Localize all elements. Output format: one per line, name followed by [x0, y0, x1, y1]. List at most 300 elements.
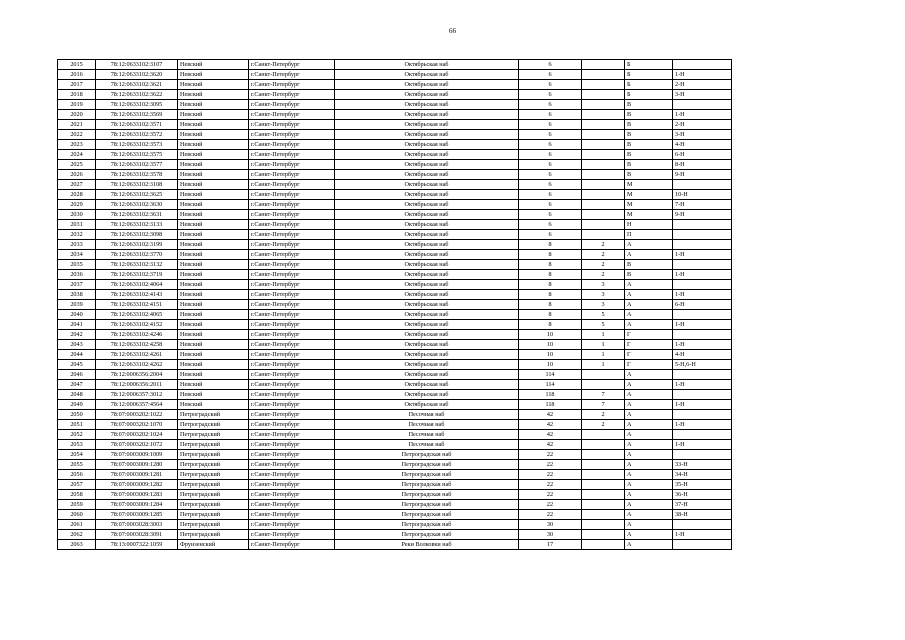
table-row: [58, 290, 732, 300]
house-number-cell: 42: [519, 420, 582, 430]
register-table: [57, 59, 732, 550]
row-number-cell: 2059: [58, 500, 96, 510]
letter-cell: Б: [625, 80, 673, 90]
premises-cell: 1-Н: [673, 320, 732, 330]
district-cell: Невский: [178, 250, 249, 260]
premises-cell: [673, 220, 732, 230]
street-cell: Октябрьская наб: [335, 190, 519, 200]
letter-cell: Б: [625, 90, 673, 100]
row-number-cell: 2031: [58, 220, 96, 230]
district-cell: Невский: [178, 80, 249, 90]
premises-cell: 33-Н: [673, 460, 732, 470]
letter-cell: А: [625, 450, 673, 460]
street-cell: Октябрьская наб: [335, 220, 519, 230]
letter-cell: Б: [625, 60, 673, 70]
building-number-cell: 2: [582, 420, 625, 430]
house-number-cell: 6: [519, 100, 582, 110]
house-number-cell: 8: [519, 310, 582, 320]
row-number-cell: 2018: [58, 90, 96, 100]
house-number-cell: 10: [519, 340, 582, 350]
city-cell: г.Санкт-Петербург: [249, 190, 335, 200]
row-number-cell: 2019: [58, 100, 96, 110]
city-cell: г.Санкт-Петербург: [249, 440, 335, 450]
cadastral-number-cell: 78:12:0633102:3133: [96, 220, 178, 230]
cadastral-number-cell: 78:12:0633102:3108: [96, 180, 178, 190]
table-row: [58, 280, 732, 290]
premises-cell: 38-Н: [673, 510, 732, 520]
building-number-cell: 3: [582, 280, 625, 290]
letter-cell: П: [625, 230, 673, 240]
table-row: [58, 200, 732, 210]
city-cell: г.Санкт-Петербург: [249, 110, 335, 120]
building-number-cell: [582, 430, 625, 440]
building-number-cell: [582, 500, 625, 510]
city-cell: г.Санкт-Петербург: [249, 240, 335, 250]
city-cell: г.Санкт-Петербург: [249, 520, 335, 530]
street-cell: Петроградская наб: [335, 510, 519, 520]
city-cell: г.Санкт-Петербург: [249, 350, 335, 360]
letter-cell: А: [625, 440, 673, 450]
district-cell: Петроградский: [178, 510, 249, 520]
street-cell: Октябрьская наб: [335, 110, 519, 120]
table-row: [58, 390, 732, 400]
street-cell: Октябрьская наб: [335, 390, 519, 400]
city-cell: г.Санкт-Петербург: [249, 180, 335, 190]
house-number-cell: 10: [519, 360, 582, 370]
premises-cell: 1-Н: [673, 340, 732, 350]
table-row: [58, 210, 732, 220]
building-number-cell: [582, 460, 625, 470]
city-cell: г.Санкт-Петербург: [249, 530, 335, 540]
table-row: [58, 470, 732, 480]
city-cell: г.Санкт-Петербург: [249, 380, 335, 390]
street-cell: Октябрьская наб: [335, 280, 519, 290]
district-cell: Невский: [178, 370, 249, 380]
cadastral-number-cell: 78:12:0633102:4261: [96, 350, 178, 360]
house-number-cell: 6: [519, 190, 582, 200]
district-cell: Невский: [178, 260, 249, 270]
district-cell: Невский: [178, 400, 249, 410]
letter-cell: В: [625, 170, 673, 180]
letter-cell: А: [625, 410, 673, 420]
building-number-cell: 5: [582, 320, 625, 330]
table-row: [58, 270, 732, 280]
city-cell: г.Санкт-Петербург: [249, 120, 335, 130]
cadastral-number-cell: 78:12:0633102:3631: [96, 210, 178, 220]
row-number-cell: 2028: [58, 190, 96, 200]
premises-cell: 1-Н: [673, 70, 732, 80]
district-cell: Невский: [178, 360, 249, 370]
city-cell: г.Санкт-Петербург: [249, 280, 335, 290]
street-cell: Октябрьская наб: [335, 180, 519, 190]
cadastral-number-cell: 78:12:0633102:4152: [96, 320, 178, 330]
cadastral-number-cell: 78:12:0633102:3107: [96, 60, 178, 70]
row-number-cell: 2025: [58, 160, 96, 170]
cadastral-number-cell: 78:12:0633102:3622: [96, 90, 178, 100]
row-number-cell: 2016: [58, 70, 96, 80]
district-cell: Невский: [178, 60, 249, 70]
house-number-cell: 30: [519, 520, 582, 530]
house-number-cell: 17: [519, 540, 582, 550]
row-number-cell: 2034: [58, 250, 96, 260]
house-number-cell: 6: [519, 70, 582, 80]
premises-cell: 8-Н: [673, 160, 732, 170]
premises-cell: 34-Н: [673, 470, 732, 480]
house-number-cell: 30: [519, 530, 582, 540]
table-row: [58, 520, 732, 530]
premises-cell: [673, 240, 732, 250]
cadastral-number-cell: 78:12:0633102:4064: [96, 280, 178, 290]
row-number-cell: 2046: [58, 370, 96, 380]
cadastral-number-cell: 78:12:0006356:2011: [96, 380, 178, 390]
city-cell: г.Санкт-Петербург: [249, 230, 335, 240]
table-row: [58, 160, 732, 170]
row-number-cell: 2035: [58, 260, 96, 270]
building-number-cell: 2: [582, 250, 625, 260]
table-row: [58, 320, 732, 330]
district-cell: Петроградский: [178, 450, 249, 460]
city-cell: г.Санкт-Петербург: [249, 320, 335, 330]
district-cell: Петроградский: [178, 460, 249, 470]
letter-cell: А: [625, 460, 673, 470]
building-number-cell: 7: [582, 390, 625, 400]
letter-cell: В: [625, 160, 673, 170]
house-number-cell: 22: [519, 490, 582, 500]
district-cell: Невский: [178, 70, 249, 80]
house-number-cell: 6: [519, 150, 582, 160]
house-number-cell: 8: [519, 290, 582, 300]
cadastral-number-cell: 78:12:0633102:4246: [96, 330, 178, 340]
cadastral-number-cell: 78:12:0633102:3098: [96, 230, 178, 240]
row-number-cell: 2020: [58, 110, 96, 120]
premises-cell: 1-Н: [673, 400, 732, 410]
row-number-cell: 2045: [58, 360, 96, 370]
city-cell: г.Санкт-Петербург: [249, 210, 335, 220]
district-cell: Невский: [178, 330, 249, 340]
row-number-cell: 2049: [58, 400, 96, 410]
street-cell: Октябрьская наб: [335, 400, 519, 410]
row-number-cell: 2042: [58, 330, 96, 340]
table-row: [58, 230, 732, 240]
letter-cell: А: [625, 370, 673, 380]
building-number-cell: 1: [582, 330, 625, 340]
city-cell: г.Санкт-Петербург: [249, 200, 335, 210]
letter-cell: А: [625, 300, 673, 310]
cadastral-number-cell: 78:12:0633102:3630: [96, 200, 178, 210]
table-row: [58, 540, 732, 550]
building-number-cell: [582, 80, 625, 90]
house-number-cell: 6: [519, 230, 582, 240]
city-cell: г.Санкт-Петербург: [249, 540, 335, 550]
building-number-cell: [582, 220, 625, 230]
city-cell: г.Санкт-Петербург: [249, 220, 335, 230]
table-row: [58, 530, 732, 540]
building-number-cell: 2: [582, 410, 625, 420]
building-number-cell: [582, 100, 625, 110]
cadastral-number-cell: 78:07:0003009:1009: [96, 450, 178, 460]
house-number-cell: 6: [519, 160, 582, 170]
city-cell: г.Санкт-Петербург: [249, 270, 335, 280]
letter-cell: А: [625, 540, 673, 550]
table-row: [58, 310, 732, 320]
table-row: [58, 300, 732, 310]
table-row: [58, 510, 732, 520]
district-cell: Петроградский: [178, 430, 249, 440]
table-row: [58, 240, 732, 250]
district-cell: Невский: [178, 210, 249, 220]
house-number-cell: 6: [519, 110, 582, 120]
row-number-cell: 2048: [58, 390, 96, 400]
premises-cell: 36-Н: [673, 490, 732, 500]
street-cell: Октябрьская наб: [335, 330, 519, 340]
table-row: [58, 90, 732, 100]
district-cell: Петроградский: [178, 410, 249, 420]
district-cell: Невский: [178, 90, 249, 100]
city-cell: г.Санкт-Петербург: [249, 400, 335, 410]
table-row: [58, 500, 732, 510]
letter-cell: В: [625, 260, 673, 270]
row-number-cell: 2024: [58, 150, 96, 160]
street-cell: Октябрьская наб: [335, 150, 519, 160]
house-number-cell: 118: [519, 400, 582, 410]
street-cell: Петроградская наб: [335, 530, 519, 540]
street-cell: Октябрьская наб: [335, 70, 519, 80]
district-cell: Петроградский: [178, 490, 249, 500]
city-cell: г.Санкт-Петербург: [249, 420, 335, 430]
street-cell: Октябрьская наб: [335, 340, 519, 350]
cadastral-number-cell: 78:12:0633102:4262: [96, 360, 178, 370]
house-number-cell: 8: [519, 260, 582, 270]
letter-cell: В: [625, 150, 673, 160]
street-cell: Песочная наб: [335, 410, 519, 420]
district-cell: Невский: [178, 270, 249, 280]
building-number-cell: [582, 60, 625, 70]
building-number-cell: 5: [582, 310, 625, 320]
city-cell: г.Санкт-Петербург: [249, 480, 335, 490]
letter-cell: Н: [625, 220, 673, 230]
house-number-cell: 8: [519, 280, 582, 290]
district-cell: Невский: [178, 130, 249, 140]
cadastral-number-cell: 78:12:0006357:3012: [96, 390, 178, 400]
city-cell: г.Санкт-Петербург: [249, 150, 335, 160]
table-row: [58, 130, 732, 140]
street-cell: Петроградская наб: [335, 450, 519, 460]
building-number-cell: [582, 110, 625, 120]
letter-cell: Б: [625, 70, 673, 80]
table-row: [58, 60, 732, 70]
premises-cell: [673, 430, 732, 440]
building-number-cell: [582, 130, 625, 140]
district-cell: Невский: [178, 290, 249, 300]
house-number-cell: 8: [519, 250, 582, 260]
letter-cell: М: [625, 190, 673, 200]
house-number-cell: 22: [519, 500, 582, 510]
cadastral-number-cell: 78:07:0003028:3091: [96, 530, 178, 540]
cadastral-number-cell: 78:12:0633102:3620: [96, 70, 178, 80]
table-row: [58, 450, 732, 460]
cadastral-number-cell: 78:07:0003028:3003: [96, 520, 178, 530]
city-cell: г.Санкт-Петербург: [249, 80, 335, 90]
district-cell: Петроградский: [178, 520, 249, 530]
cadastral-number-cell: 78:07:0003009:1280: [96, 460, 178, 470]
table-row: [58, 340, 732, 350]
premises-cell: 1-Н: [673, 420, 732, 430]
row-number-cell: 2029: [58, 200, 96, 210]
city-cell: г.Санкт-Петербург: [249, 130, 335, 140]
street-cell: Октябрьская наб: [335, 300, 519, 310]
city-cell: г.Санкт-Петербург: [249, 450, 335, 460]
cadastral-number-cell: 78:07:0003202:1024: [96, 430, 178, 440]
premises-cell: 4-Н: [673, 140, 732, 150]
letter-cell: Г: [625, 340, 673, 350]
district-cell: Невский: [178, 180, 249, 190]
letter-cell: А: [625, 480, 673, 490]
table-row: [58, 350, 732, 360]
city-cell: г.Санкт-Петербург: [249, 410, 335, 420]
district-cell: Невский: [178, 300, 249, 310]
cadastral-number-cell: 78:12:0633102:3095: [96, 100, 178, 110]
premises-cell: [673, 370, 732, 380]
premises-cell: 6-Н: [673, 300, 732, 310]
table-row: [58, 150, 732, 160]
city-cell: г.Санкт-Петербург: [249, 60, 335, 70]
street-cell: Октябрьская наб: [335, 230, 519, 240]
house-number-cell: 6: [519, 140, 582, 150]
page-number: 66: [449, 27, 456, 35]
row-number-cell: 2032: [58, 230, 96, 240]
house-number-cell: 8: [519, 270, 582, 280]
street-cell: Октябрьская наб: [335, 140, 519, 150]
building-number-cell: [582, 470, 625, 480]
street-cell: Октябрьская наб: [335, 260, 519, 270]
row-number-cell: 2040: [58, 310, 96, 320]
building-number-cell: 1: [582, 350, 625, 360]
table-row: [58, 250, 732, 260]
cadastral-number-cell: 78:12:0633102:4151: [96, 300, 178, 310]
street-cell: Петроградская наб: [335, 490, 519, 500]
cadastral-number-cell: 78:12:0633102:4143: [96, 290, 178, 300]
row-number-cell: 2060: [58, 510, 96, 520]
city-cell: г.Санкт-Петербург: [249, 430, 335, 440]
letter-cell: А: [625, 420, 673, 430]
building-number-cell: [582, 450, 625, 460]
row-number-cell: 2062: [58, 530, 96, 540]
premises-cell: 1-Н: [673, 270, 732, 280]
house-number-cell: 10: [519, 330, 582, 340]
house-number-cell: 6: [519, 210, 582, 220]
row-number-cell: 2052: [58, 430, 96, 440]
building-number-cell: [582, 70, 625, 80]
building-number-cell: 1: [582, 340, 625, 350]
street-cell: Октябрьская наб: [335, 130, 519, 140]
street-cell: Октябрьская наб: [335, 320, 519, 330]
premises-cell: 9-Н: [673, 170, 732, 180]
city-cell: г.Санкт-Петербург: [249, 160, 335, 170]
city-cell: г.Санкт-Петербург: [249, 500, 335, 510]
street-cell: Октябрьская наб: [335, 370, 519, 380]
letter-cell: А: [625, 250, 673, 260]
row-number-cell: 2063: [58, 540, 96, 550]
table-row: [58, 170, 732, 180]
table-row: [58, 410, 732, 420]
letter-cell: А: [625, 430, 673, 440]
premises-cell: [673, 280, 732, 290]
city-cell: г.Санкт-Петербург: [249, 470, 335, 480]
city-cell: г.Санкт-Петербург: [249, 250, 335, 260]
table-row: [58, 110, 732, 120]
table-row: [58, 190, 732, 200]
city-cell: г.Санкт-Петербург: [249, 510, 335, 520]
district-cell: Петроградский: [178, 420, 249, 430]
letter-cell: А: [625, 520, 673, 530]
house-number-cell: 42: [519, 430, 582, 440]
row-number-cell: 2057: [58, 480, 96, 490]
cadastral-number-cell: 78:12:0633102:3573: [96, 140, 178, 150]
table-row: [58, 370, 732, 380]
building-number-cell: [582, 490, 625, 500]
street-cell: Октябрьская наб: [335, 60, 519, 70]
district-cell: Петроградский: [178, 440, 249, 450]
building-number-cell: [582, 200, 625, 210]
street-cell: Петроградская наб: [335, 480, 519, 490]
letter-cell: В: [625, 100, 673, 110]
letter-cell: А: [625, 390, 673, 400]
table-row: [58, 400, 732, 410]
district-cell: Фрунзенский: [178, 540, 249, 550]
building-number-cell: [582, 170, 625, 180]
letter-cell: А: [625, 380, 673, 390]
district-cell: Невский: [178, 390, 249, 400]
district-cell: Невский: [178, 140, 249, 150]
house-number-cell: 10: [519, 350, 582, 360]
row-number-cell: 2056: [58, 470, 96, 480]
street-cell: Петроградская наб: [335, 460, 519, 470]
house-number-cell: 118: [519, 390, 582, 400]
table-row: [58, 330, 732, 340]
letter-cell: Г: [625, 350, 673, 360]
row-number-cell: 2044: [58, 350, 96, 360]
letter-cell: А: [625, 310, 673, 320]
table-row: [58, 70, 732, 80]
premises-cell: 1-Н: [673, 380, 732, 390]
building-number-cell: [582, 520, 625, 530]
cadastral-number-cell: 78:12:0633102:3577: [96, 160, 178, 170]
row-number-cell: 2026: [58, 170, 96, 180]
building-number-cell: 3: [582, 290, 625, 300]
street-cell: Октябрьская наб: [335, 380, 519, 390]
district-cell: Невский: [178, 110, 249, 120]
row-number-cell: 2041: [58, 320, 96, 330]
district-cell: Невский: [178, 190, 249, 200]
street-cell: Октябрьская наб: [335, 100, 519, 110]
letter-cell: А: [625, 500, 673, 510]
row-number-cell: 2023: [58, 140, 96, 150]
district-cell: Невский: [178, 230, 249, 240]
cadastral-number-cell: 78:12:0633102:3719: [96, 270, 178, 280]
row-number-cell: 2033: [58, 240, 96, 250]
premises-cell: 1-Н: [673, 290, 732, 300]
letter-cell: А: [625, 470, 673, 480]
table-row: [58, 490, 732, 500]
building-number-cell: [582, 140, 625, 150]
city-cell: г.Санкт-Петербург: [249, 140, 335, 150]
building-number-cell: [582, 180, 625, 190]
cadastral-number-cell: 78:12:0633102:4065: [96, 310, 178, 320]
premises-cell: 7-Н: [673, 200, 732, 210]
city-cell: г.Санкт-Петербург: [249, 360, 335, 370]
district-cell: Невский: [178, 150, 249, 160]
district-cell: Невский: [178, 280, 249, 290]
